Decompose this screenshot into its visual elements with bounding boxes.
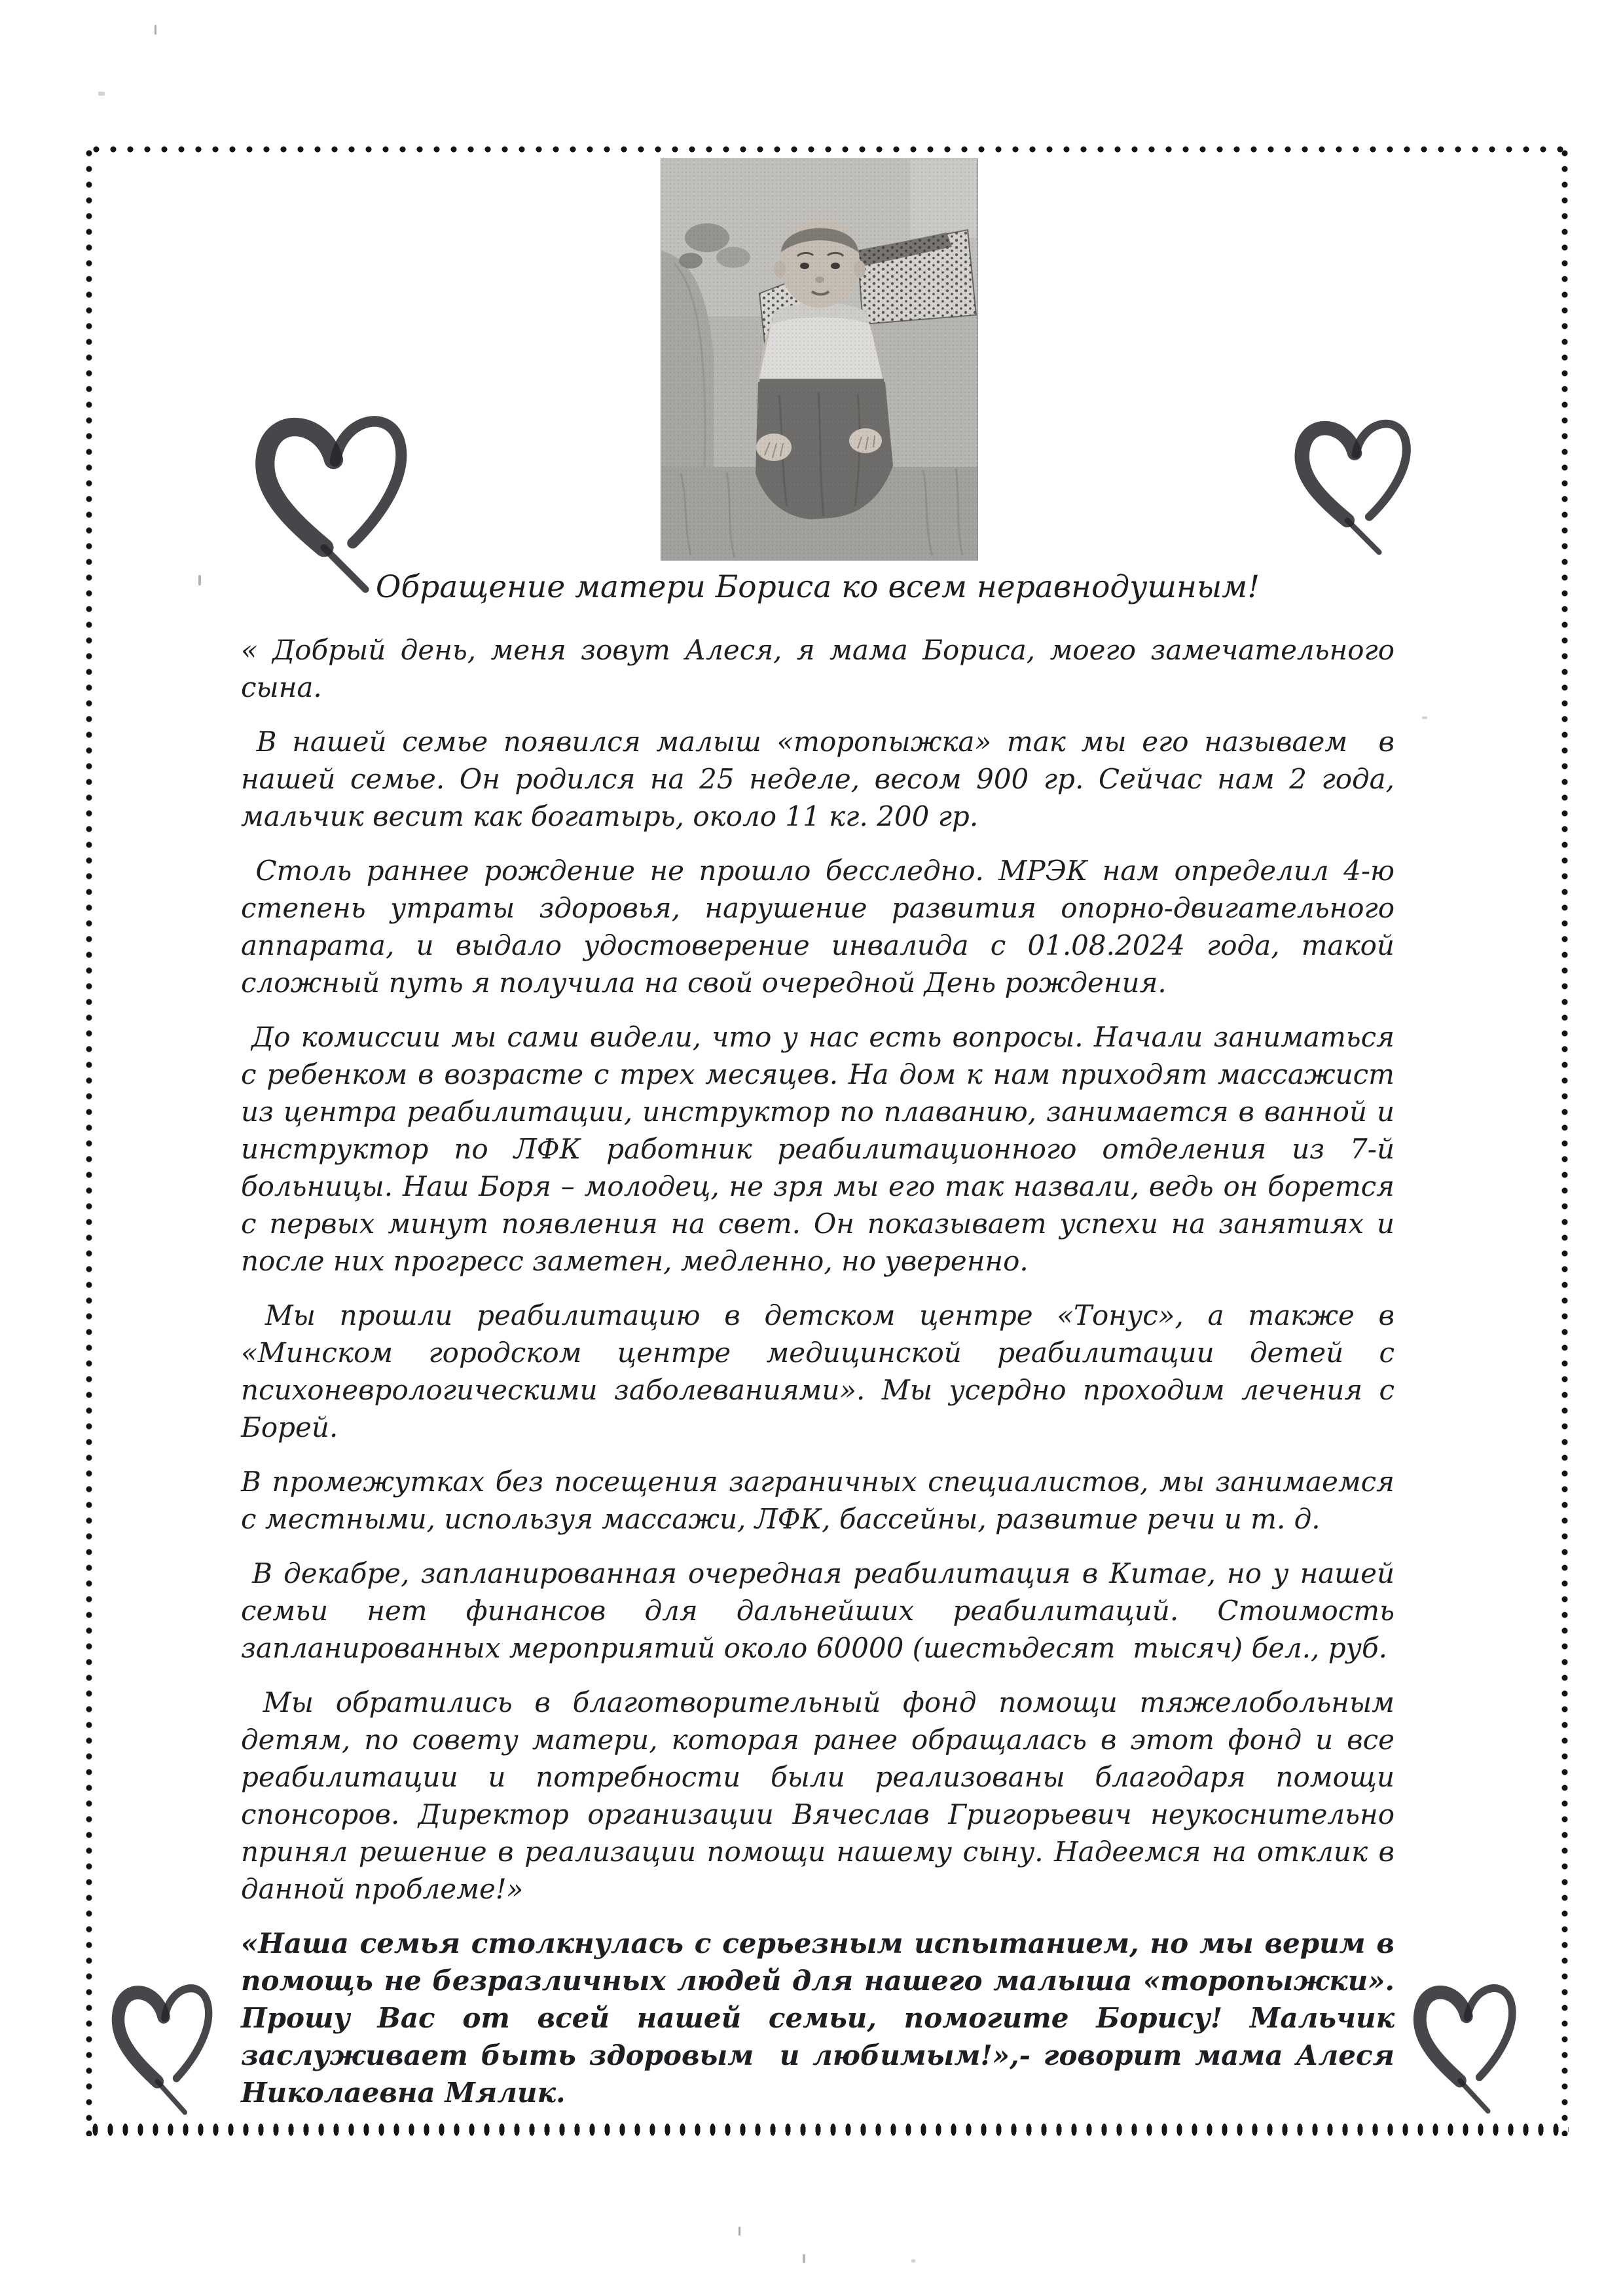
scan-artifact [911,2259,915,2263]
letter-paragraph: В декабре, запланированная очередная реабилитация в Китае, но у нашей семьи нет финансов для дальнейших реабилитаций. Стоимость запланированных мероприятий около 60000 (шестьдесят тысяч) бел., руб. [241,1557,1404,1664]
letter-paragraph: « Добрый день, меня зовут Алеся, я мама Бориса, моего замечательного сына. [241,634,1404,703]
scan-artifact [739,2227,740,2236]
heart-outline-icon [1291,406,1438,559]
letter-paragraph: Мы прошли реабилитацию в детском центре «Тонус», а также в «Минском городском центре медицинской реабилитации детей с психоневрологическими заболеваниями». Мы усердно проходим лечения с Борей. [241,1299,1404,1443]
heart-outline-icon [109,1971,236,2119]
letter-paragraph: В нашей семье появился малыш «торопыжка» так мы его называем в нашей семье. Он родился на 25 неделе, весом 900 гр. Сейчас нам 2 года, мальчик весит как богатырь, около 11 кг. 200 гр. [241,726,1404,832]
baby-photo [661,159,977,560]
scan-artifact [98,92,105,96]
dotted-border-left [85,145,93,2136]
scan-artifact [803,2254,805,2263]
letter-paragraph: До комиссии мы сами видели, что у нас есть вопросы. Начали заниматься с ребенком в возрасте с трех месяцев. На дом к нам приходят массажист из центра реабилитации, инструктор по плаванию, занимается в ванной и инструктор по ЛФК работник реабилитационного отделения из 7-й больницы. Наш Боря – молодец, не зря мы его так назвали, ведь он борется с первых минут появления на свет. Он показывает успехи на занятиях и после них прогресс заметен, медленно, но уверенно. [241,1021,1404,1277]
letter-paragraph: Мы обратились в благотворительный фонд помощи тяжелобольным детям, по совету матери, которая ранее обращалась в этот фонд и все реабилитации и потребности были реализованы благодаря помощи спонсоров. Директор организации Вячеслав Григорьевич неукоснительно принял решение в реализации помощи нашему сыну. Надеемся на отклик в данной проблеме!» [241,1686,1404,1905]
letter-title: Обращение матери Бориса ко всем неравнодушным! [375,569,1260,605]
letter-body [241,567,1404,2128]
dotted-border-top [88,145,1569,153]
letter-paragraph: В промежутках без посещения заграничных специалистов, мы занимаемся с местными, используя массажи, ЛФК, бассейны, развитие речи и т. д. [241,1466,1404,1535]
baby-photo-graphic [661,159,977,560]
letter-paragraph: «Наша семья столкнулась с серьезным испытанием, но мы верим в помощь не безразличных людей для нашего малыша «торопыжки». Прошу Вас от всей нашей семьи, помогите Борису! Мальчик заслуживает быть здоровым и любимым!»,- говорит мама Алеся Николаевна Мялик. [241,1927,1404,2109]
letter-paragraph: Столь раннее рождение не прошло бесследно. МРЭК нам определил 4-ю степень утраты здоровья, нарушение развития опорно-двигательного аппарата, и выдало удостоверение инвалида с 01.08.2024 года, такой сложный путь я получила на свой очередной День рождения. [241,855,1404,999]
heart-outline-icon [1410,1971,1540,2118]
scan-artifact [1422,716,1427,719]
dotted-border-right [1561,145,1569,2136]
scan-artifact [198,575,201,585]
scan-artifact [155,25,156,35]
